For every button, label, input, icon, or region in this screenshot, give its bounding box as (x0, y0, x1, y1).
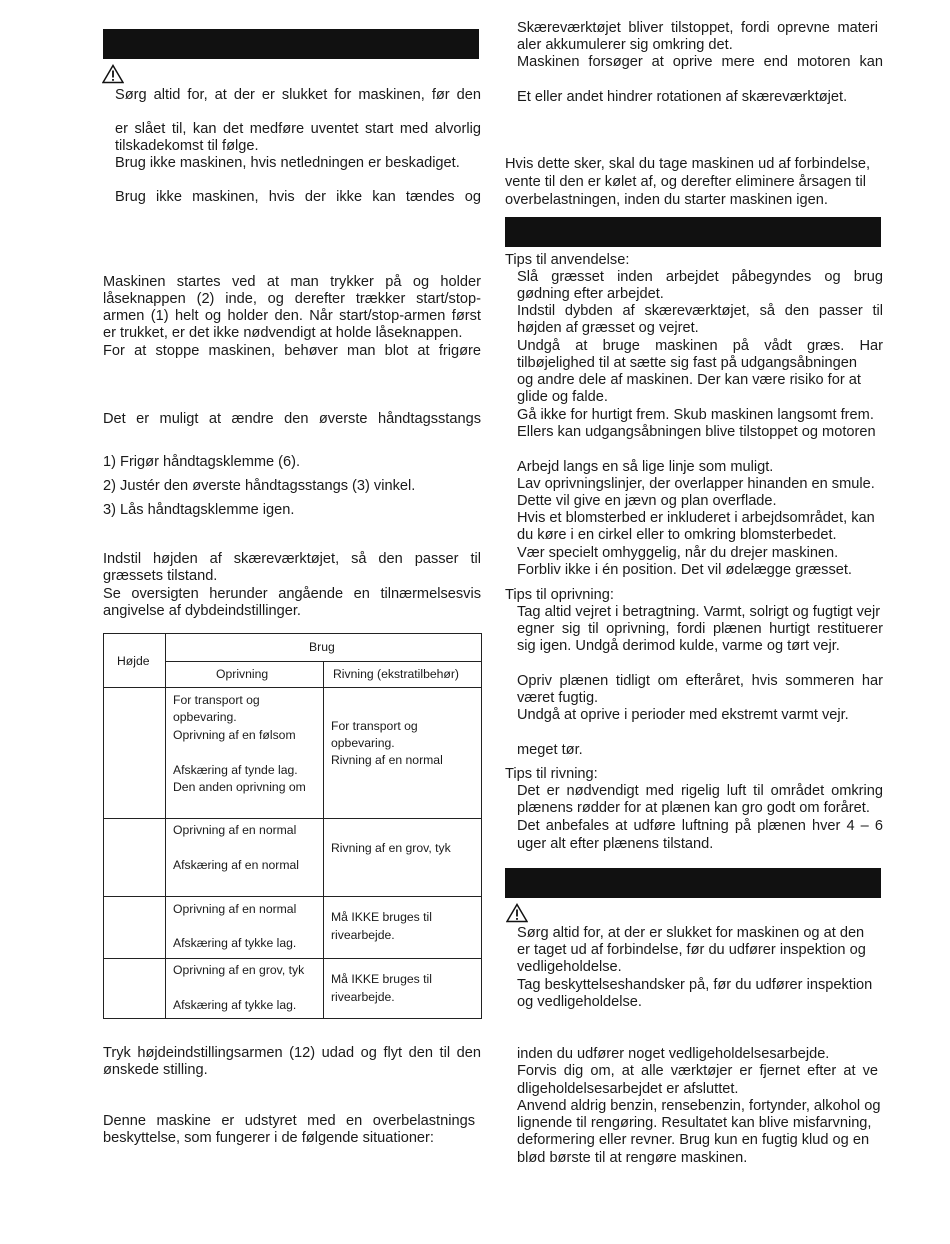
text-line: Det anbefales at udføre luftning på plænen hver 4 – 6 (517, 818, 883, 834)
text-line: Skæreværktøjet bliver tilstoppet, fordi oprevne materi (517, 20, 878, 36)
table-divider (104, 687, 481, 688)
warning-triangle-icon (102, 64, 124, 84)
text-line: Opriv plænen tidligt om efteråret, hvis sommeren har (517, 673, 883, 689)
text-line: blød børste til at rengøre maskinen. (517, 1150, 748, 1166)
text-line: Slå græsset inden arbejdet påbegyndes og brug (517, 269, 883, 285)
text-line: Se oversigten herunder angående en tilnærmelsesvis (103, 586, 481, 602)
table-cell: Rivning af en grov, tyk (331, 841, 451, 855)
step-2: 2) Justér den øverste håndtagsstangs (3) vinkel. (103, 478, 416, 494)
text-line: meget tør. (517, 742, 583, 758)
table-cell: opbevaring. (173, 710, 237, 724)
text-line: er trukket, er det ikke nødvendigt at holde låseknappen. (103, 325, 463, 341)
text-line: Det er muligt at ændre den øverste håndtagsstangs (103, 411, 481, 427)
text-line: Dette vil give en jævn og plan overflade. (517, 493, 777, 509)
text-line: og andre dele af maskinen. Der kan være risiko for at (517, 372, 861, 388)
tips-heading-oprivning: Tips til oprivning: (505, 587, 614, 603)
text-line: uger alt efter plænens tilstand. (517, 836, 714, 852)
text-line: glide og falde. (517, 389, 608, 405)
text-line: sig igen. Undgå derimod kulde, varme og tørt vejr. (517, 638, 840, 654)
text-line: låseknappen (2) inde, og derefter trækker start/stop- (103, 291, 481, 307)
text-line: gødning efter arbejdet. (517, 286, 664, 302)
table-cell: Oprivning af en normal (173, 902, 297, 916)
table-header-use: Brug (309, 640, 335, 654)
table-divider (323, 661, 324, 1018)
text-line: tilbøjelighed til at sætte sig fast på udgangsåbningen (517, 355, 857, 371)
tips-heading-usage: Tips til anvendelse: (505, 252, 630, 268)
text-line: beskyttelse, som fungerer i de følgende situationer: (103, 1130, 434, 1146)
text-line: lignende til rengøring. Resultatet kan blive misfarvning, (517, 1115, 872, 1131)
tips-heading-rivning: Tips til rivning: (505, 766, 598, 782)
table-cell: Afskæring af tynde lag. (173, 763, 298, 777)
table-cell: For transport og (331, 719, 418, 733)
section-header-bar-safety (103, 29, 479, 59)
text-line: Sørg altid for, at der er slukket for maskinen og at den (517, 925, 865, 941)
depth-settings-table (103, 633, 482, 1019)
text-line: Brug ikke maskinen, hvis netledningen er beskadiget. (115, 155, 460, 171)
text-line: og vedligeholdelse. (517, 994, 642, 1010)
warning-triangle-icon (506, 903, 528, 923)
text-line: Lav oprivningslinjer, der overlapper hinanden en smule. (517, 476, 875, 492)
table-cell: Må IKKE bruges til (331, 972, 432, 986)
text-line: angivelse af dybdeindstillinger. (103, 603, 301, 619)
text-line: Denne maskine er udstyret med en overbelastnings (103, 1113, 475, 1129)
table-cell: For transport og (173, 693, 260, 707)
step-3: 3) Lås håndtagsklemme igen. (103, 502, 295, 518)
table-cell: opbevaring. (331, 736, 395, 750)
text-line: dligeholdelsesarbejdet er afsluttet. (517, 1081, 739, 1097)
text-line: Indstil højden af skæreværktøjet, så den passer til (103, 551, 481, 567)
text-line: Arbejd langs en så lige linje som muligt. (517, 459, 774, 475)
text-line: armen (1) helt og holder den. Når start/stop-armen først (103, 308, 481, 324)
text-line: Vær specielt omhyggelig, når du drejer maskinen. (517, 545, 839, 561)
text-line: Forvis dig om, at alle værktøjer er fjernet efter at ve (517, 1063, 878, 1079)
text-line: Hvis et blomsterbed er inkluderet i arbejdsområdet, kan (517, 510, 875, 526)
text-line: Ellers kan udgangsåbningen blive tilstoppet og motoren (517, 424, 876, 440)
table-cell: Oprivning af en grov, tyk (173, 963, 305, 977)
text-line: Sørg altid for, at der er slukket for maskinen, før den (115, 87, 481, 103)
text-line: Anvend aldrig benzin, rensebenzin, fortynder, alkohol og (517, 1098, 881, 1114)
text-line: Tag beskyttelseshandsker på, før du udfører inspektion (517, 977, 873, 993)
table-cell: rivearbejde. (331, 990, 395, 1004)
text-line: Gå ikke for hurtigt frem. Skub maskinen langsomt frem. (517, 407, 874, 423)
text-line: græssets tilstand. (103, 568, 218, 584)
table-cell: rivearbejde. (331, 928, 395, 942)
section-header-bar-operation (505, 217, 881, 247)
text-line: deformering eller revner. Brug kun en fugtig klud og en (517, 1132, 870, 1148)
text-line: Det er nødvendigt med rigelig luft til området omkring (517, 783, 883, 799)
table-header-oprivning: Oprivning (216, 667, 269, 681)
table-cell: Oprivning af en normal (173, 823, 297, 837)
table-cell: Rivning af en normal (331, 753, 443, 767)
text-line: er slået til, kan det medføre uventet start med alvorlig (115, 121, 481, 137)
text-line: Undgå at bruge maskinen på vådt græs. Har (517, 338, 883, 354)
text-line: plænens rødder for at plænen kan gro godt om foråret. (517, 800, 870, 816)
text-line: inden du udfører noget vedligeholdelsesarbejde. (517, 1046, 830, 1062)
text-line: overbelastningen, inden du starter maskinen igen. (505, 192, 828, 208)
table-cell: Må IKKE bruges til (331, 910, 432, 924)
table-cell: Oprivning af en følsom (173, 728, 296, 742)
text-line: er taget ud af forbindelse, før du udfører inspektion og (517, 942, 866, 958)
text-line: Indstil dybden af skæreværktøjet, så den passer til (517, 303, 883, 319)
text-line: Et eller andet hindrer rotationen af skæreværktøjet. (517, 89, 848, 105)
table-divider (165, 661, 481, 662)
text-line: Maskinen forsøger at oprive mere end motoren kan (517, 54, 883, 70)
text-line: Undgå at oprive i perioder med ekstremt varmt vejr. (517, 707, 849, 723)
table-cell: Den anden oprivning om (173, 780, 306, 794)
text-line: aler akkumulerer sig omkring det. (517, 37, 733, 53)
text-line: egner sig til oprivning, fordi plænen hurtigt restituerer (517, 621, 883, 637)
table-divider (165, 634, 166, 1018)
text-line: vente til den er kølet af, og derefter eliminere årsagen til (505, 174, 866, 190)
table-divider (104, 896, 481, 897)
table-cell: Afskæring af tykke lag. (173, 936, 297, 950)
text-line: Maskinen startes ved at man trykker på og holder (103, 274, 481, 290)
text-line: ønskede stilling. (103, 1062, 208, 1078)
step-1: 1) Frigør håndtagsklemme (6). (103, 454, 301, 470)
table-divider (104, 958, 481, 959)
table-cell: Afskæring af tykke lag. (173, 998, 297, 1012)
text-line: tilskadekomst til følge. (115, 138, 259, 154)
table-header-height: Højde (117, 654, 150, 668)
text-line: Brug ikke maskinen, hvis der ikke kan tændes og (115, 189, 481, 205)
text-line: Tag altid vejret i betragtning. Varmt, solrigt og fugtigt vejr (517, 604, 881, 620)
text-line: vedligeholdelse. (517, 959, 622, 975)
text-line: højden af græsset og vejret. (517, 320, 699, 336)
text-line: du køre i en cirkel eller to omkring blomsterbedet. (517, 527, 837, 543)
text-line: været fugtig. (517, 690, 599, 706)
table-divider (104, 818, 481, 819)
text-line: Tryk højdeindstillingsarmen (12) udad og flyt den til den (103, 1045, 481, 1061)
table-cell: Afskæring af en normal (173, 858, 299, 872)
text-line: For at stoppe maskinen, behøver man blot at frigøre (103, 343, 481, 359)
text-line: Forbliv ikke i én position. Det vil ødelægge græsset. (517, 562, 852, 578)
table-header-rivning: Rivning (ekstratilbehør) (333, 667, 459, 681)
section-header-bar-maintenance (505, 868, 881, 898)
text-line: Hvis dette sker, skal du tage maskinen ud af forbindelse, (505, 156, 871, 172)
